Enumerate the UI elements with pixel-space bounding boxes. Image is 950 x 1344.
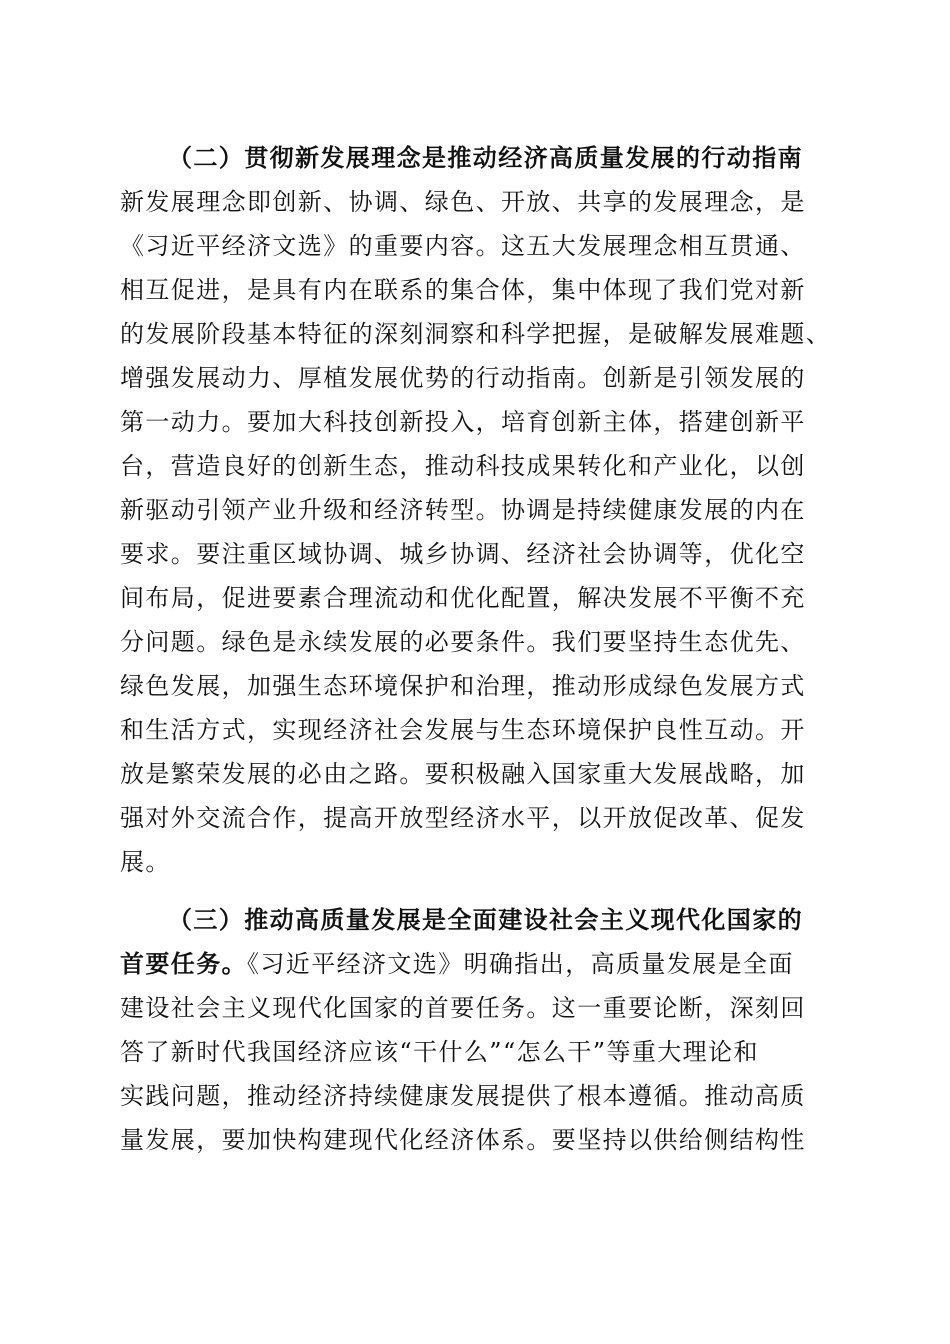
section-2-heading: （二）贯彻新发展理念是推动经济高质量发展的行动指南 [168, 143, 803, 172]
body-line: 和生活方式，实现经济社会发展与生态环境保护良性互动。开 [120, 716, 806, 744]
body-line: 新发展理念即创新、协调、绿色、开放、共享的发展理念，是 [120, 188, 806, 216]
body-line: 相互促进，是具有内在联系的集合体，集中体现了我们党对新 [120, 276, 806, 304]
body-line: 间布局，促进要素合理流动和优化配置，解决发展不平衡不充 [120, 584, 806, 612]
body-line: 新驱动引领产业升级和经济转型。协调是持续健康发展的内在 [120, 496, 806, 524]
body-line: 增强发展动力、厚植发展优势的行动指南。创新是引领发展的 [120, 364, 806, 392]
body-line: 建设社会主义现代化国家的首要任务。这一重要论断，深刻回 [120, 994, 806, 1022]
document-page [120, 136, 836, 1162]
body-line: 《习近平经济文选》的重要内容。这五大发展理念相互贯通、 [120, 232, 806, 260]
body-line: 的发展阶段基本特征的深刻洞察和科学把握，是破解发展难题、 [120, 320, 832, 348]
section-3-heading-end: 首要任务。 [120, 949, 247, 978]
section-3-heading: （三）推动高质量发展是全面建设社会主义现代化国家的 [168, 905, 803, 934]
paragraph-gap [120, 884, 836, 898]
body-line: 分问题。绿色是永续发展的必要条件。我们要坚持生态优先、 [120, 628, 806, 656]
body-line: 量发展，要加快构建现代化经济体系。要坚持以供给侧结构性 [120, 1126, 806, 1154]
body-line: 绿色发展，加强生态环境保护和治理，推动形成绿色发展方式 [120, 672, 806, 700]
body-line: 展。 [120, 848, 171, 876]
body-line: 答了新时代我国经济应该“干什么”“怎么干”等重大理论和 [120, 1038, 759, 1066]
body-line: 实践问题，推动经济持续健康发展提供了根本遵循。推动高质 [120, 1082, 806, 1110]
body-line: 第一动力。要加大科技创新投入，培育创新主体，搭建创新平 [120, 408, 806, 436]
body-line: 要求。要注重区域协调、城乡协调、经济社会协调等，优化空 [120, 540, 806, 568]
section-3-heading-continuation [120, 942, 836, 986]
section-3-body-start: 《习近平经济文选》明确指出，高质量发展是全面 [247, 950, 794, 978]
body-line: 放是繁荣发展的必由之路。要积极融入国家重大发展战略，加 [120, 760, 806, 788]
body-line: 强对外交流合作，提高开放型经济水平，以开放促改革、促发 [120, 804, 806, 832]
body-line: 台，营造良好的创新生态，推动科技成果转化和产业化，以创 [120, 452, 806, 480]
section-2-body [120, 180, 836, 884]
section-3-body [120, 986, 836, 1162]
